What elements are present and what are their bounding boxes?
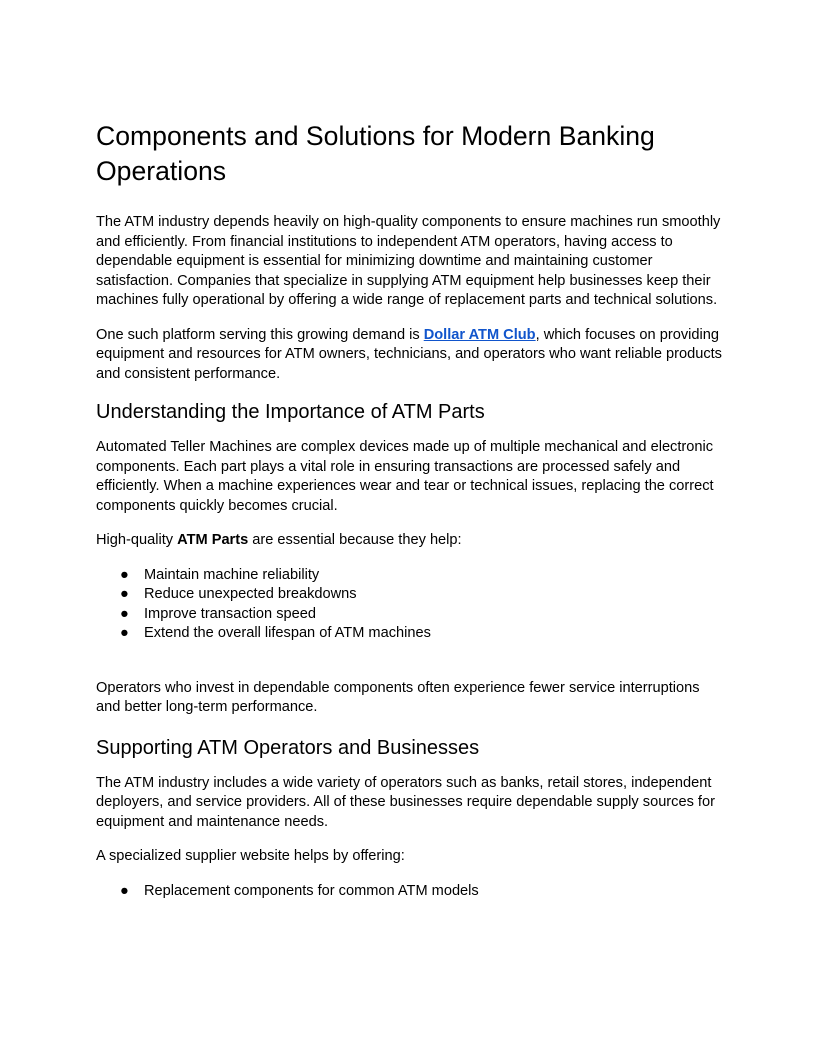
- list-item: [96, 605, 726, 625]
- list-item: [96, 882, 726, 902]
- list-item: [96, 585, 726, 605]
- document-body: [96, 119, 726, 901]
- supporting-operators-paragraph: The ATM industry includes a wide variety of operators such as banks, retail stores, independent deployers, and service providers. All of these businesses require dependable supply sources for equipment and maintenance needs.: [96, 774, 715, 830]
- atm-parts-closing-paragraph: Operators who invest in dependable components often experience fewer service interruptions and better long-term performance.: [96, 679, 700, 715]
- atm-parts-lead-after: are essential because they help:: [248, 532, 462, 548]
- atm-parts-benefits-list: [96, 566, 726, 644]
- list-item-text: Reduce unexpected breakdowns: [144, 586, 357, 602]
- list-item: [96, 624, 726, 644]
- dollar-atm-club-link[interactable]: Dollar ATM Club: [423, 326, 536, 343]
- platform-text-before: One such platform serving this growing demand is: [96, 326, 424, 343]
- bullet-icon: ●: [120, 586, 129, 602]
- bullet-icon: ●: [120, 605, 129, 622]
- atm-parts-lead-bold: ATM Parts: [177, 532, 249, 548]
- list-item-text: Replacement components for common ATM models: [144, 882, 479, 899]
- bullet-icon: ●: [120, 566, 129, 583]
- page-title: Components and Solutions for Modern Banking Operations: [96, 121, 655, 186]
- atm-parts-paragraph: Automated Teller Machines are complex devices made up of multiple mechanical and electronic components. Each part plays a vital role in ensuring transactions are processed safely and efficiently. When a machine experiences wear and tear or technical issues, replacing the correct components quickly becomes crucial.: [96, 439, 714, 514]
- list-item-text: Improve transaction speed: [144, 605, 316, 622]
- platform-paragraph: [96, 326, 726, 385]
- supplier-offerings-list: [96, 882, 726, 902]
- bullet-icon: ●: [120, 882, 129, 899]
- supplier-lead: A specialized supplier website helps by offering:: [96, 848, 405, 864]
- list-item-text: Extend the overall lifespan of ATM machines: [144, 625, 431, 641]
- bullet-icon: ●: [120, 625, 129, 641]
- intro-paragraph: The ATM industry depends heavily on high-quality components to ensure machines run smoothly and efficiently. From financial institutions to independent ATM operators, having access to dependable equipment is essential for minimizing downtime and maintaining customer satisfaction. Companies that specialize in supplying ATM equipment help businesses keep their machines fully operational by offering a wide range of replacement parts and technical solutions.: [96, 214, 721, 308]
- atm-parts-lead-before: High-quality: [96, 532, 178, 548]
- list-item: [96, 566, 726, 586]
- atm-parts-lead: [96, 531, 726, 551]
- section-heading-atm-parts: Understanding the Importance of ATM Parts: [96, 401, 485, 423]
- list-item-text: Maintain machine reliability: [144, 566, 320, 583]
- section-heading-supporting-operators: Supporting ATM Operators and Businesses: [96, 736, 480, 759]
- platform-text-after: , which focuses on providing equipment and resources for ATM owners, technicians, and operators who want reliable products and consistent performance.: [96, 326, 722, 382]
